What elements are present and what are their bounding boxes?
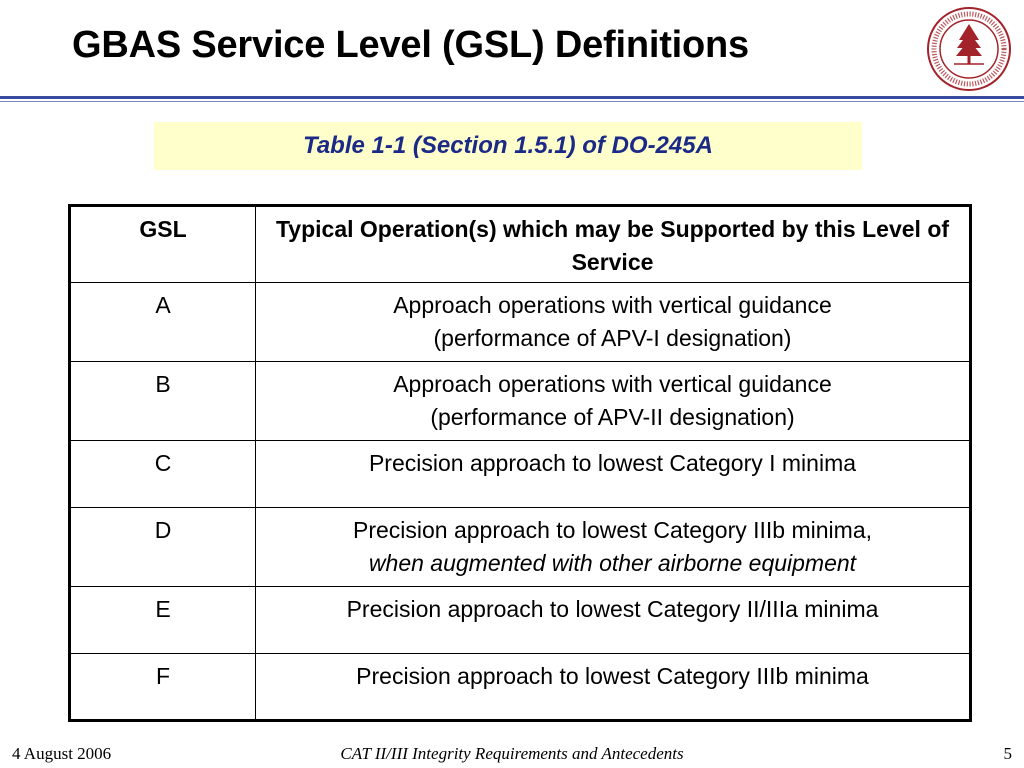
gsl-cell: C xyxy=(70,441,256,508)
table-row xyxy=(70,283,971,362)
operation-line: Precision approach to lowest Category II/IIIa minima xyxy=(346,596,879,622)
operation-line: (performance of APV-I designation) xyxy=(433,325,792,351)
operation-cell xyxy=(256,283,971,362)
operation-cell xyxy=(256,441,971,508)
title-rule xyxy=(0,96,1024,99)
table-row xyxy=(70,654,971,721)
table-row xyxy=(70,587,971,654)
operation-line: Precision approach to lowest Category IIIb minima xyxy=(356,663,869,689)
table-header-row xyxy=(70,206,971,283)
footer-date: 4 August 2006 xyxy=(12,744,112,763)
table-caption: Table 1-1 (Section 1.5.1) of DO-245A xyxy=(154,122,862,170)
header-gsl: GSL xyxy=(70,206,256,283)
operation-cell xyxy=(256,587,971,654)
gsl-cell: D xyxy=(70,508,256,587)
gsl-cell: B xyxy=(70,362,256,441)
page-number: 5 xyxy=(1003,744,1012,763)
operation-cell xyxy=(256,362,971,441)
footer-title: CAT II/III Integrity Requirements and Antecedents xyxy=(340,744,684,763)
table-row xyxy=(70,362,971,441)
gsl-cell: F xyxy=(70,654,256,721)
operation-line-italic: when augmented with other airborne equipment xyxy=(368,550,857,576)
operation-line: Precision approach to lowest Category IIIb minima, xyxy=(352,517,873,543)
gsl-cell: A xyxy=(70,283,256,362)
header-operations: Typical Operation(s) which may be Supported by this Level of Service xyxy=(256,206,971,283)
operation-line: (performance of APV-II designation) xyxy=(430,404,795,430)
table-row xyxy=(70,508,971,587)
gsl-cell: E xyxy=(70,587,256,654)
title-rule-thin xyxy=(0,101,1024,102)
slide-title: GBAS Service Level (GSL) Definitions xyxy=(72,24,749,66)
operation-line: Precision approach to lowest Category I minima xyxy=(368,450,857,476)
gsl-definitions-table xyxy=(68,204,972,722)
operation-cell xyxy=(256,508,971,587)
operation-cell xyxy=(256,654,971,721)
table-row xyxy=(70,441,971,508)
stanford-seal-logo xyxy=(926,6,1012,92)
operation-line: Approach operations with vertical guidance xyxy=(393,292,832,318)
operation-line: Approach operations with vertical guidance xyxy=(393,371,832,397)
